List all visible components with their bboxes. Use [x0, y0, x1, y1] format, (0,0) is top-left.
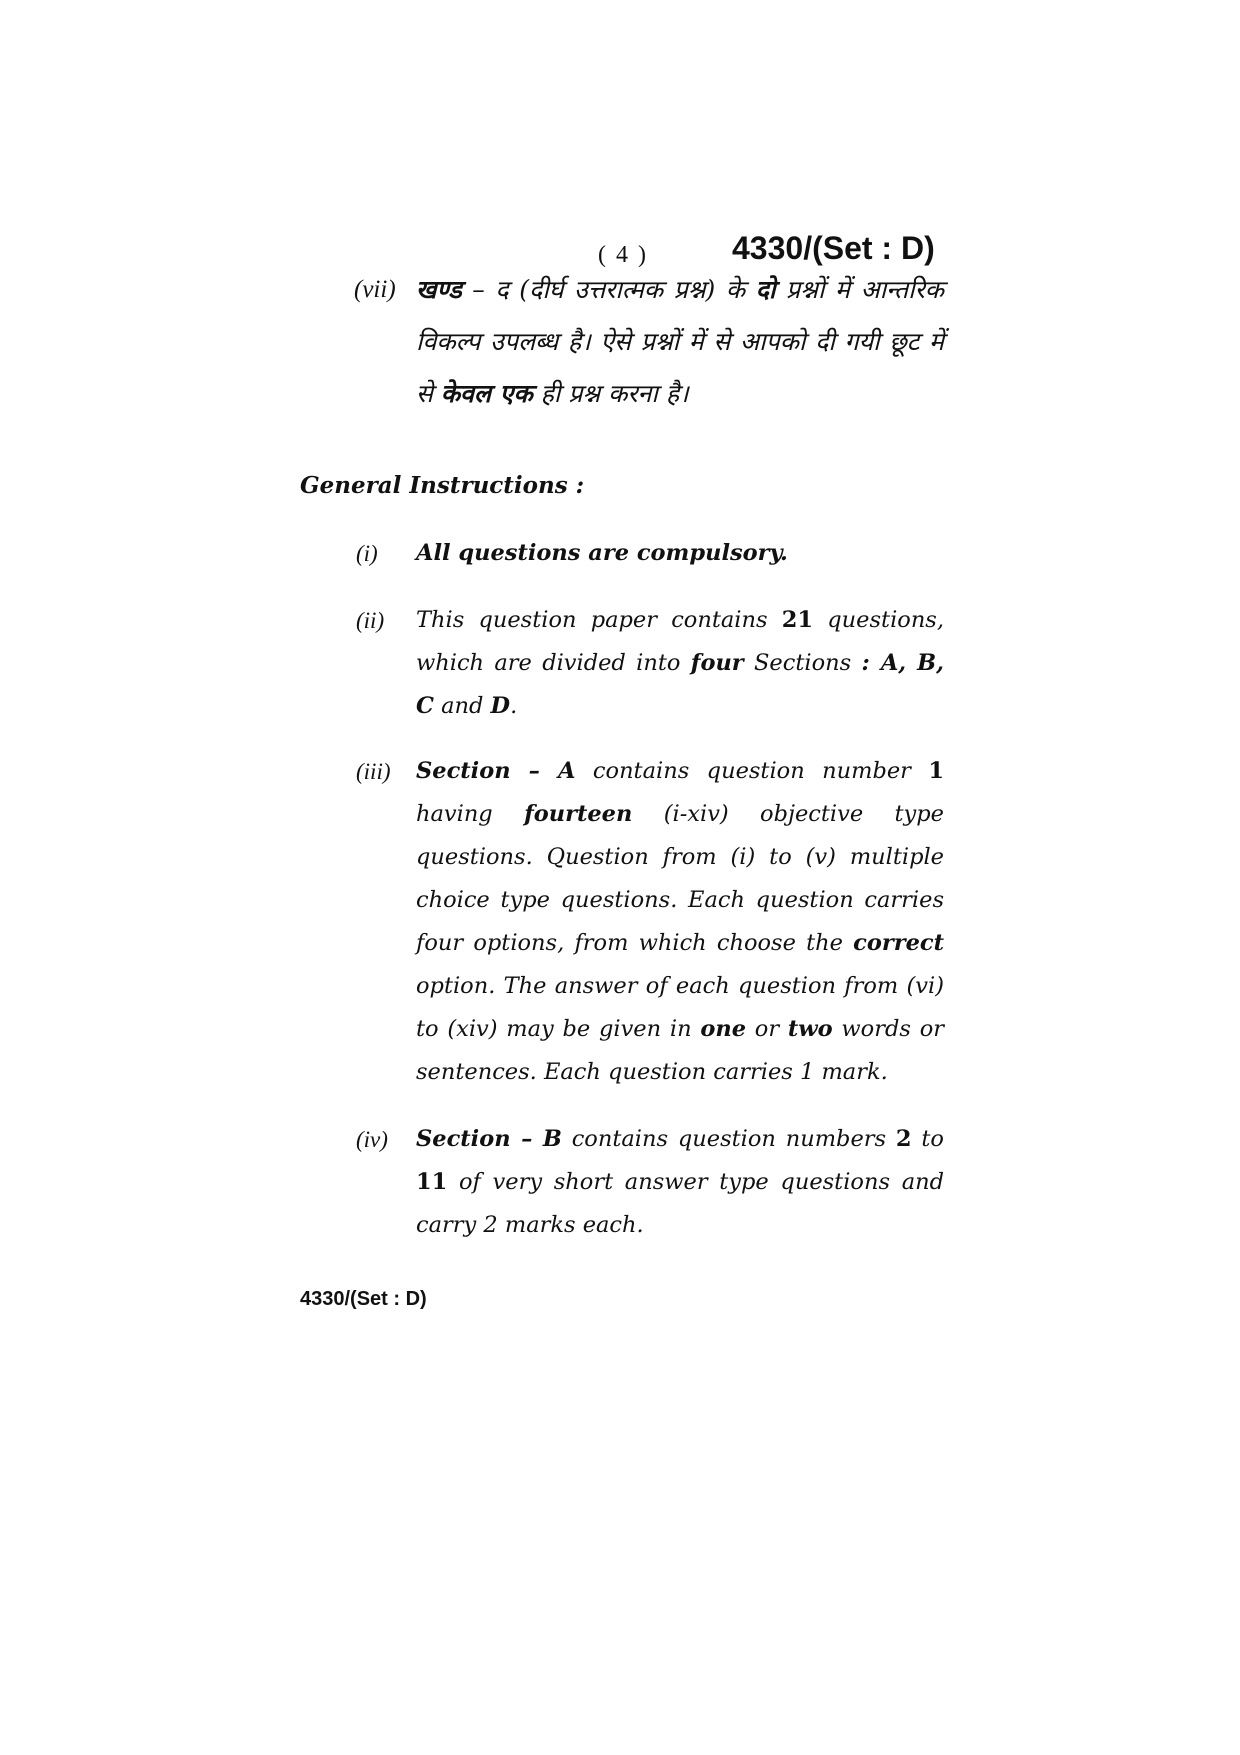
instruction-text-bold: D: [490, 693, 511, 719]
instruction-text-bold: one: [700, 1016, 747, 1042]
instruction-item-i: [356, 532, 944, 575]
hindi-text-bold: केवल एक: [440, 379, 533, 408]
hindi-instruction-vii: [354, 264, 944, 420]
instruction-text-bold: fourteen: [524, 801, 633, 827]
hindi-text: ही प्रश्न करना है।: [532, 379, 689, 408]
hindi-text-bold: दो: [755, 275, 776, 304]
instruction-text-bold: two: [787, 1016, 833, 1042]
instruction-text-bold: Section – B: [416, 1126, 562, 1152]
instruction-text-bold: 21: [781, 607, 814, 633]
item-number: (iv): [356, 1127, 388, 1152]
instruction-text-segment: .: [510, 693, 518, 719]
hindi-instruction-text: [416, 264, 944, 420]
instruction-text-bold: four: [690, 650, 744, 676]
item-number: (i): [356, 541, 378, 566]
hindi-text: – द (दीर्घ उत्तरात्मक प्रश्न) के: [461, 275, 756, 304]
header-paper-code: 4330/(Set : D): [732, 230, 935, 266]
instruction-text-bold: All questions are compulsory.: [416, 540, 788, 566]
instruction-text-segment: contains question number: [575, 758, 929, 784]
instruction-item-iv: [356, 1118, 944, 1247]
instruction-text-segment: Sections: [743, 650, 862, 676]
instruction-text: [416, 1118, 944, 1247]
instruction-text-segment: option. The answer of each question from (vi) to (xiv) may be given in: [416, 973, 944, 1042]
instruction-text-segment: to: [911, 1126, 944, 1152]
item-number: (vii): [354, 276, 396, 303]
instruction-text: [416, 599, 944, 728]
hindi-text-bold: खण्ड: [416, 275, 462, 304]
instruction-text-bold: correct: [853, 930, 944, 956]
instruction-text-segment: words or sentences. Each question carries 1 mark.: [416, 1016, 945, 1085]
instruction-text-bold: : A, B, C: [416, 650, 944, 719]
item-number: (iii): [356, 759, 391, 784]
instruction-item-iii: [356, 750, 944, 1094]
page-number: ( 4 ): [598, 242, 648, 268]
instruction-item-ii: [356, 599, 944, 728]
instruction-text-segment: having: [416, 801, 525, 827]
general-instructions-heading: General Instructions :: [300, 472, 585, 499]
item-number: (ii): [356, 608, 385, 633]
instruction-text-bold: Section – A: [416, 758, 576, 784]
hindi-text: प्रश्नों में आन्तरिक विकल्प उपलब्ध है। ऐसे प्रश्नों में से आपको दी गयी छूट में से: [416, 275, 944, 408]
instruction-text-segment: of very short answer type questions and carry 2 marks each.: [416, 1169, 944, 1238]
instruction-text-bold: 2: [895, 1126, 912, 1152]
instruction-text: [416, 750, 944, 1094]
instruction-text-bold: 11: [416, 1169, 448, 1195]
instruction-text-segment: and: [433, 693, 491, 719]
instruction-text-segment: (i-xiv) objective type questions. Question from (i) to (v) multiple choice type questions. Each question carries four options, from which choose the: [416, 801, 944, 956]
instruction-text: [416, 532, 944, 575]
footer-paper-code: 4330/(Set : D): [300, 1288, 427, 1310]
instruction-text-segment: contains question numbers: [561, 1126, 896, 1152]
instruction-text-segment: This question paper contains: [416, 607, 782, 633]
instruction-text-segment: or: [746, 1016, 788, 1042]
instruction-text-segment: questions, which are divided into: [416, 607, 945, 676]
instruction-text-bold: 1: [928, 758, 944, 784]
